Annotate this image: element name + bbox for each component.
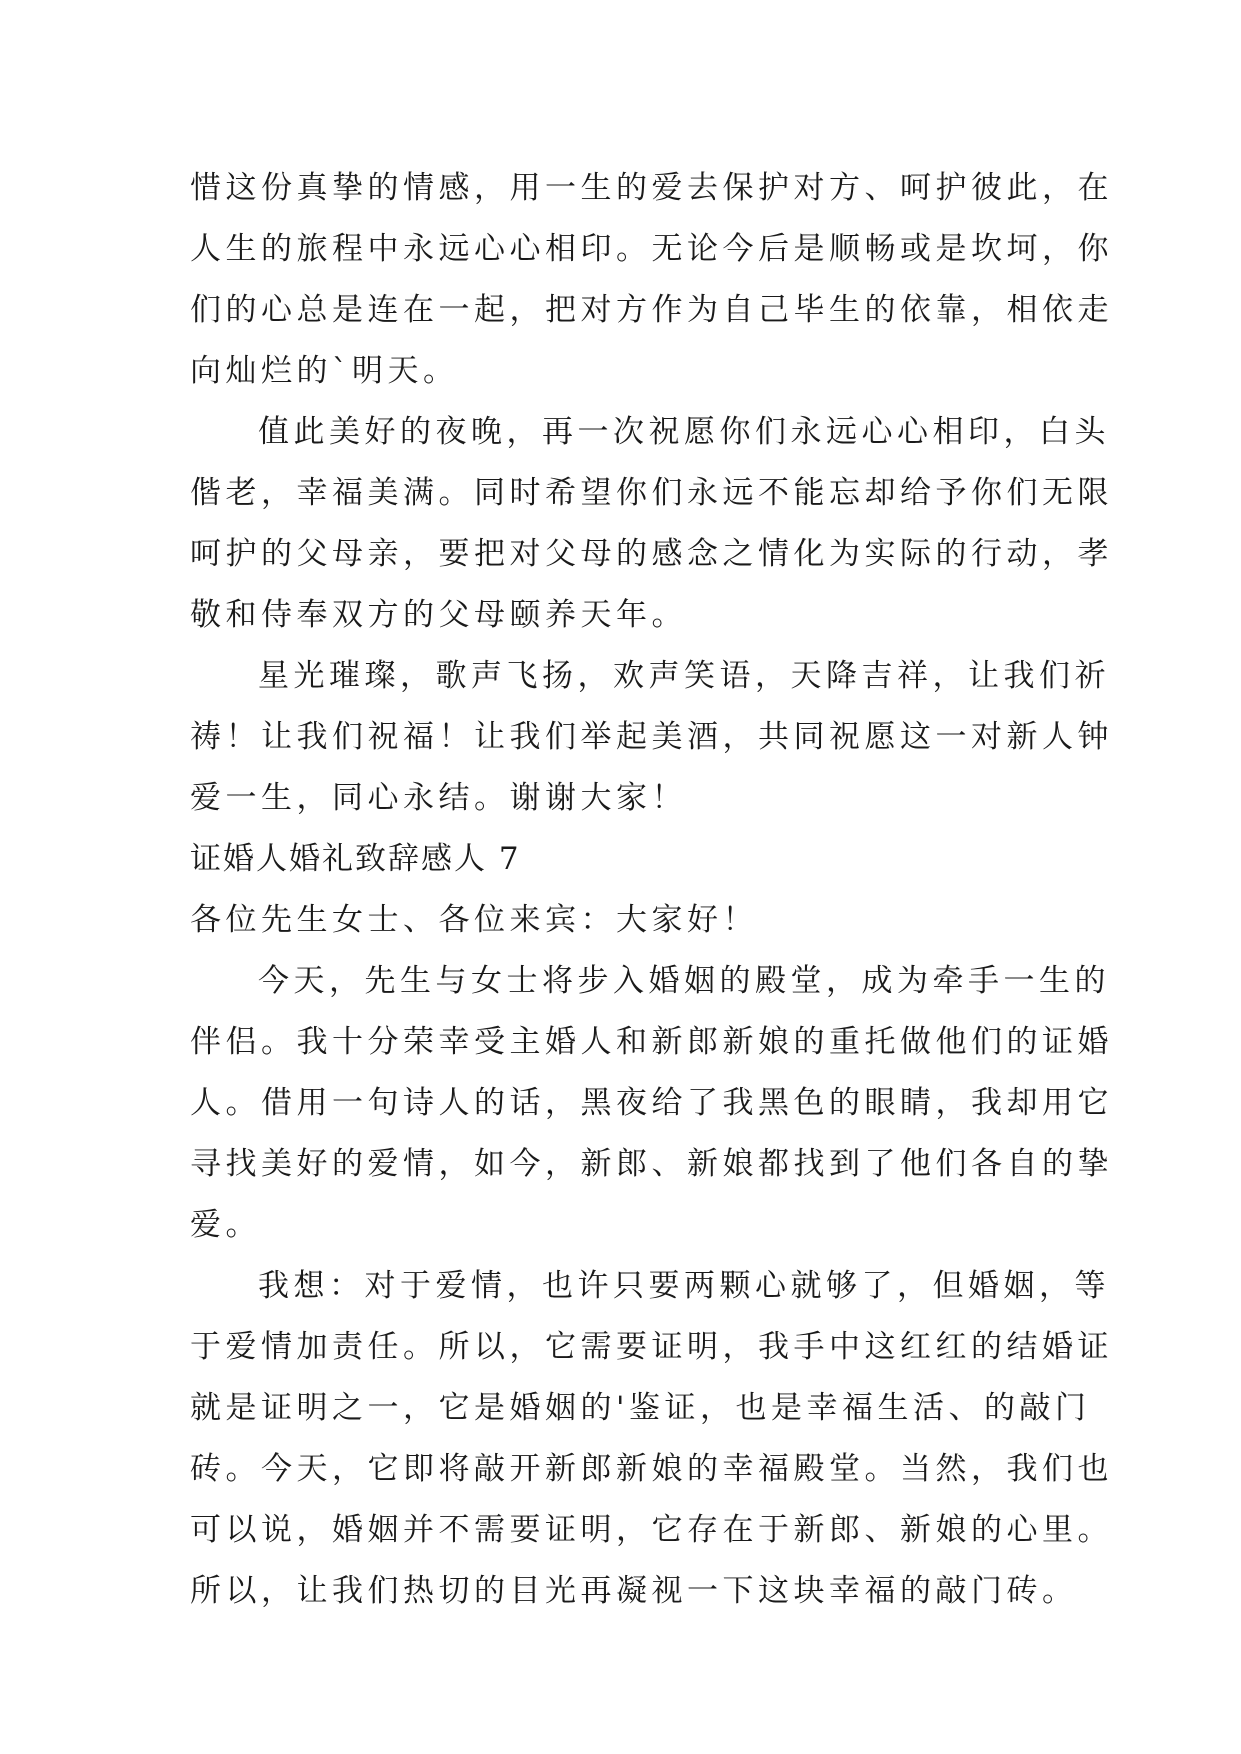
- text-line: 所以，让我们热切的目光再凝视一下这块幸福的敲门砖。: [190, 1573, 1078, 1609]
- text-line: 呵护的父母亲，要把对父母的感念之情化为实际的行动，孝: [190, 536, 1113, 572]
- text-line: 于爱情加责任。所以，它需要证明，我手中这红红的结婚证: [190, 1329, 1113, 1365]
- text-line: 我想：对于爱情，也许只要两颗心就够了，但婚姻，等: [258, 1268, 1110, 1304]
- text-line: 人生的旅程中永远心心相印。无论今后是顺畅或是坎坷，你: [190, 231, 1113, 267]
- text-line: 值此美好的夜晚，再一次祝愿你们永远心心相印，白头: [258, 414, 1110, 450]
- text-line: 惜这份真挚的情感，用一生的爱去保护对方、呵护彼此，在: [190, 170, 1113, 206]
- text-line: 今天，先生与女士将步入婚姻的殿堂，成为牵手一生的: [258, 963, 1110, 999]
- text-line: 爱一生，同心永结。谢谢大家！: [190, 780, 687, 816]
- text-line: 星光璀璨，歌声飞扬，欢声笑语，天降吉祥，让我们祈: [258, 658, 1110, 694]
- text-line: 们的心总是连在一起，把对方作为自己毕生的依靠，相依走: [190, 292, 1113, 328]
- text-line: 可以说，婚姻并不需要证明，它存在于新郎、新娘的心里。: [190, 1512, 1113, 1548]
- text-line: 伴侣。我十分荣幸受主婚人和新郎新娘的重托做他们的证婚: [190, 1024, 1113, 1060]
- salutation-line: 各位先生女士、各位来宾：大家好！: [190, 902, 758, 938]
- text-line: 就是证明之一，它是婚姻的'鉴证，也是幸福生活、的敲门: [190, 1390, 1091, 1426]
- text-line: 祷！让我们祝福！让我们举起美酒，共同祝愿这一对新人钟: [190, 719, 1113, 755]
- text-line: 人。借用一句诗人的话，黑夜给了我黑色的眼睛，我却用它: [190, 1085, 1113, 1121]
- section-heading: [190, 829, 1070, 890]
- section-title: 证婚人婚礼致辞感人 7: [190, 841, 521, 877]
- salutation: [190, 890, 1070, 951]
- paragraph-continuation: [190, 158, 1113, 402]
- text-line: 爱。: [190, 1207, 261, 1243]
- paragraph-toast: [190, 646, 1113, 829]
- paragraph-marriage-certificate: [190, 1256, 1113, 1622]
- text-line: 向灿烂的`明天。: [190, 353, 459, 389]
- text-line: 砖。今天，它即将敲开新郎新娘的幸福殿堂。当然，我们也: [190, 1451, 1113, 1487]
- text-line: 寻找美好的爱情，如今，新郎、新娘都找到了他们各自的挚: [190, 1146, 1113, 1182]
- paragraph-blessing: [190, 402, 1113, 646]
- paragraph-introduction: [190, 951, 1113, 1256]
- text-line: 敬和侍奉双方的父母颐养天年。: [190, 597, 687, 633]
- text-line: 偕老，幸福美满。同时希望你们永远不能忘却给予你们无限: [190, 475, 1113, 511]
- document-body: [190, 158, 1113, 1622]
